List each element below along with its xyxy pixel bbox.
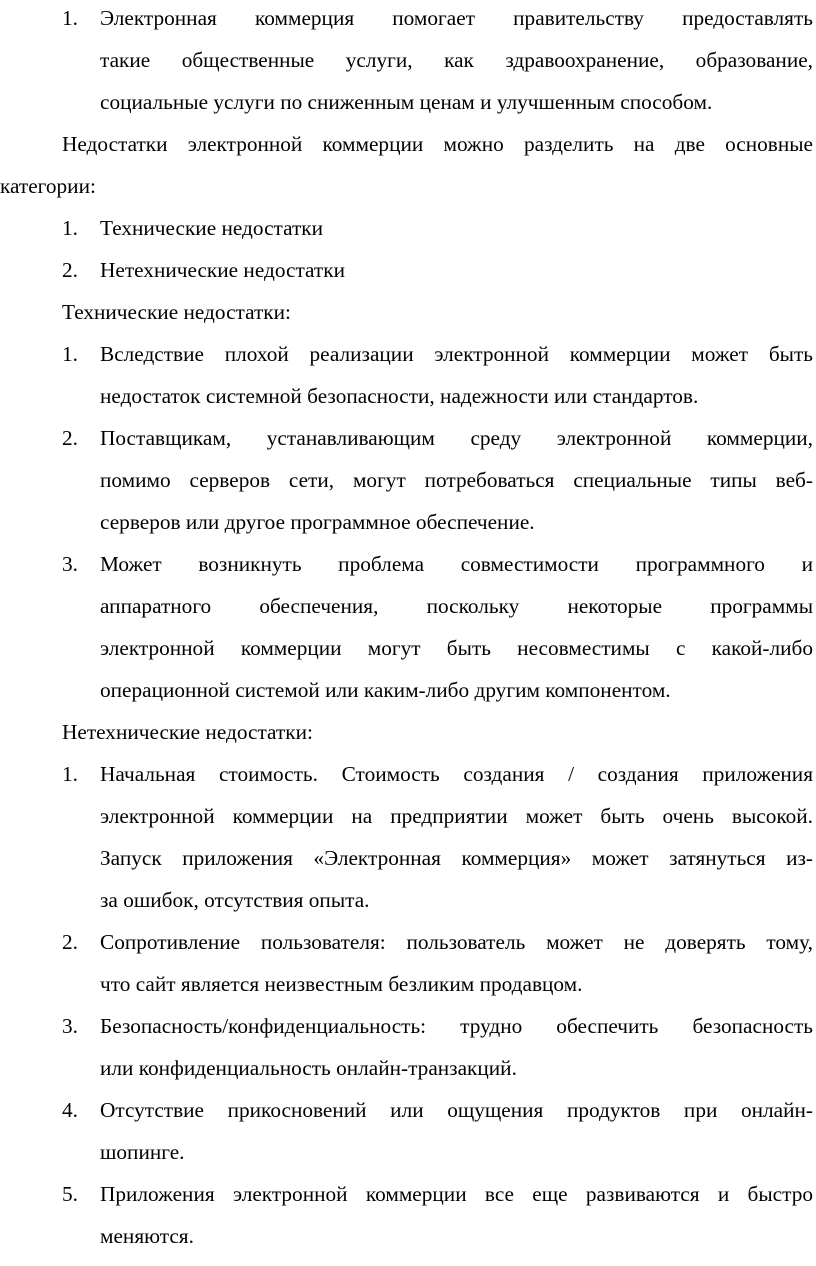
list-item-text: шопинге. bbox=[100, 1140, 185, 1164]
list-item-text: недостаток системной безопасности, надежности или стандартов. bbox=[100, 384, 699, 408]
list-item-text: Сопротивление пользователя: пользователь может не доверять тому, bbox=[100, 930, 813, 954]
list-item-number: 5. bbox=[62, 1182, 78, 1206]
list-item-text: Вследствие плохой реализации электронной коммерции может быть bbox=[100, 342, 813, 366]
list-item-number: 2. bbox=[62, 426, 78, 450]
list-item-number: 1. bbox=[62, 216, 78, 240]
list-item-text: операционной системой или каким-либо другим компонентом. bbox=[100, 678, 671, 702]
list-item-text: социальные услуги по сниженным ценам и улучшенным способом. bbox=[100, 90, 713, 114]
list-item-number: 1. bbox=[62, 342, 78, 366]
list-item-text: помимо серверов сети, могут потребоваться специальные типы веб- bbox=[100, 468, 813, 492]
list-item-text: или конфиденциальность онлайн-транзакций. bbox=[100, 1056, 517, 1080]
list-item-text: такие общественные услуги, как здравоохранение, образование, bbox=[100, 48, 813, 72]
list-item-number: 2. bbox=[62, 930, 78, 954]
list-item-text: аппаратного обеспечения, поскольку некоторые программы bbox=[100, 594, 813, 618]
list-item-text: Поставщикам, устанавливающим среду электронной коммерции, bbox=[100, 426, 813, 450]
paragraph-text: Недостатки электронной коммерции можно разделить на две основные bbox=[62, 132, 813, 156]
list-item-text: Приложения электронной коммерции все еще развиваются и быстро bbox=[100, 1182, 813, 1206]
list-item-text: электронной коммерции на предприятии может быть очень высокой. bbox=[100, 804, 813, 828]
list-item-text: Начальная стоимость. Стоимость создания / создания приложения bbox=[100, 762, 813, 786]
list-item-text: серверов или другое программное обеспечение. bbox=[100, 510, 535, 534]
list-item-text: Может возникнуть проблема совместимости программного и bbox=[100, 552, 813, 576]
section-heading: Нетехнические недостатки: bbox=[62, 720, 313, 744]
list-item-number: 2. bbox=[62, 258, 78, 282]
list-item-number: 3. bbox=[62, 552, 78, 576]
list-item-number: 3. bbox=[62, 1014, 78, 1038]
list-item-text: Отсутствие прикосновений или ощущения продуктов при онлайн- bbox=[100, 1098, 813, 1122]
paragraph-text: категории: bbox=[0, 174, 96, 198]
list-item-number: 4. bbox=[62, 1098, 78, 1122]
list-item-number: 1. bbox=[62, 6, 78, 30]
list-item-text: электронной коммерции могут быть несовместимы с какой-либо bbox=[100, 636, 813, 660]
list-item-text: Запуск приложения «Электронная коммерция» может затянуться из- bbox=[100, 846, 813, 870]
list-item-text: за ошибок, отсутствия опыта. bbox=[100, 888, 370, 912]
list-item-text: что сайт является неизвестным безликим продавцом. bbox=[100, 972, 583, 996]
list-item-text: Технические недостатки bbox=[100, 216, 324, 240]
list-item-text: Безопасность/конфиденциальность: трудно обеспечить безопасность bbox=[100, 1014, 813, 1038]
list-item-text: Нетехнические недостатки bbox=[100, 258, 345, 282]
list-item-text: Электронная коммерция помогает правительству предоставлять bbox=[100, 6, 813, 30]
list-item-number: 1. bbox=[62, 762, 78, 786]
section-heading: Технические недостатки: bbox=[62, 300, 291, 324]
list-item-text: меняются. bbox=[100, 1224, 194, 1248]
